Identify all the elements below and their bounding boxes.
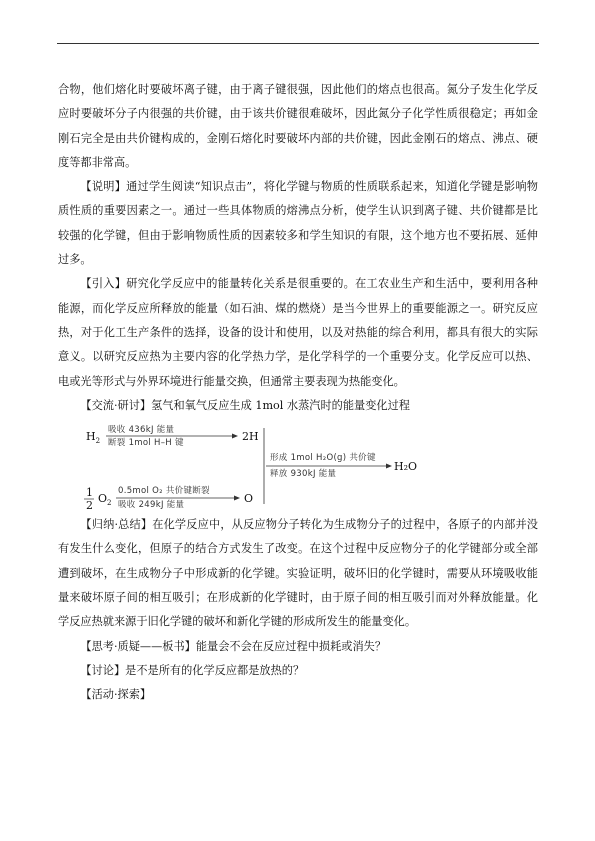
- paragraph-summary: [58, 513, 538, 634]
- section-label: 【引入】: [80, 277, 127, 291]
- paragraph-question: [58, 635, 538, 659]
- section-label: 【交流·研讨】: [80, 398, 152, 412]
- right-step-upper: 形成 1mol H₂O(g) 共价键: [270, 453, 376, 464]
- document-body: [58, 78, 538, 708]
- paragraph-introduction: [58, 272, 538, 393]
- o2-coef-denominator: 2: [86, 499, 93, 513]
- h2-step-upper: 吸收 436kJ 能量: [108, 425, 175, 436]
- reaction-scheme-svg: [84, 420, 418, 513]
- paragraph-text: 研究化学反应中的能量转化关系是很重要的。在工农业生产和生活中，要利用各种能源，而化学反应所释放的能量（如石油、煤的燃烧）是当今世界上的重要能源之一。研究反应热，对于化工生产条件的选择，设备的设计和使用，以及对热能的综合利用，都具有很大的实际意义。以研究反应热为主要内容的化学热力学，是化学科学的一个重要分支。化学反应可以热、电或光等形式与外界环境进行能量交换，但通常主要表现为热能变化。: [58, 277, 538, 388]
- paragraph-explanation: [58, 175, 538, 272]
- h2-product: 2H: [242, 430, 259, 444]
- section-label: 【讨论】: [80, 663, 126, 677]
- section-label: 【思考·质疑——板书】: [80, 639, 196, 653]
- o2-formula: $O_2$: [98, 492, 112, 508]
- paragraph-text: 是不是所有的化学反应都是放热的？: [125, 663, 305, 677]
- paragraph-activity: [58, 683, 538, 707]
- paragraph-continuation: 合物，他们熔化时要破坏离子键，由于离子键很强，因此他们的熔点也很高。氮分子发生化学反应时要破坏分子内很强的共价键，由于该共价键很难破坏，因此氮分子化学性质很稳定；再如金刚石完全是由共价键构成的，金刚石熔化时要破坏内部的共价键，因此金刚石的熔点、沸点、硬度等都非常高。: [58, 83, 538, 169]
- o2-arrow-head: [234, 496, 240, 501]
- paragraph-text: 在化学反应中，从反应物分子转化为生成物分子的过程中，各原子的内部并没有发生什么变化，但原子的结合方式发生了改变。在这个过程中反应物分子的化学键部分或全部遭到破坏，在生成物分子中形成新的化学键。实验证明，破坏旧的化学键时，需要从环境吸收能量来破坏原子间的相互吸引；在形成新的化学键时，由于原子间的相互吸引而对外释放能量。化学反应热就来源于旧化学键的破坏和新化学键的形成所发生的能量变化。: [58, 518, 538, 629]
- h2-arrow-head: [232, 434, 238, 439]
- energy-change-diagram: [84, 420, 418, 513]
- header-rule: [57, 43, 539, 44]
- right-step-lower: 释放 930kJ 能量: [270, 469, 337, 480]
- section-label: 【说明】: [80, 180, 127, 194]
- product-arrow-head: [386, 464, 392, 469]
- section-label: 【活动·探索】: [80, 688, 152, 702]
- o2-coef-numerator: 1: [86, 486, 93, 500]
- paragraph-text: 氢气和氧气反应生成 1mol 水蒸汽时的能量变化过程: [151, 398, 410, 412]
- h2-formula: $H_2$: [86, 430, 101, 446]
- h2-step-lower: 断裂 1mol H–H 键: [108, 438, 184, 449]
- paragraph-text: 通过学生阅读“知识点击”，将化学键与物质的性质联系起来，知道化学键是影响物质性质的重要因素之一。通过一些具体物质的熔沸点分析，使学生认识到离子键、共价键都是比较强的化学键，但由于影响物质性质的因素较多和学生知识的有限，这个地方也不要拓展、延伸过多。: [58, 180, 538, 267]
- o2-product: O: [244, 492, 254, 506]
- section-label: 【归纳·总结】: [80, 518, 153, 532]
- o2-step-upper: 0.5mol O₂ 共价键断裂: [118, 486, 210, 497]
- paragraph-discussion: [58, 394, 538, 418]
- paragraph-discussion-2: [58, 659, 538, 683]
- water-product: H₂O: [394, 460, 418, 474]
- o2-step-lower: 吸收 249kJ 能量: [118, 500, 185, 511]
- paragraph-text: 能量会不会在反应过程中损耗或消失？: [195, 639, 387, 653]
